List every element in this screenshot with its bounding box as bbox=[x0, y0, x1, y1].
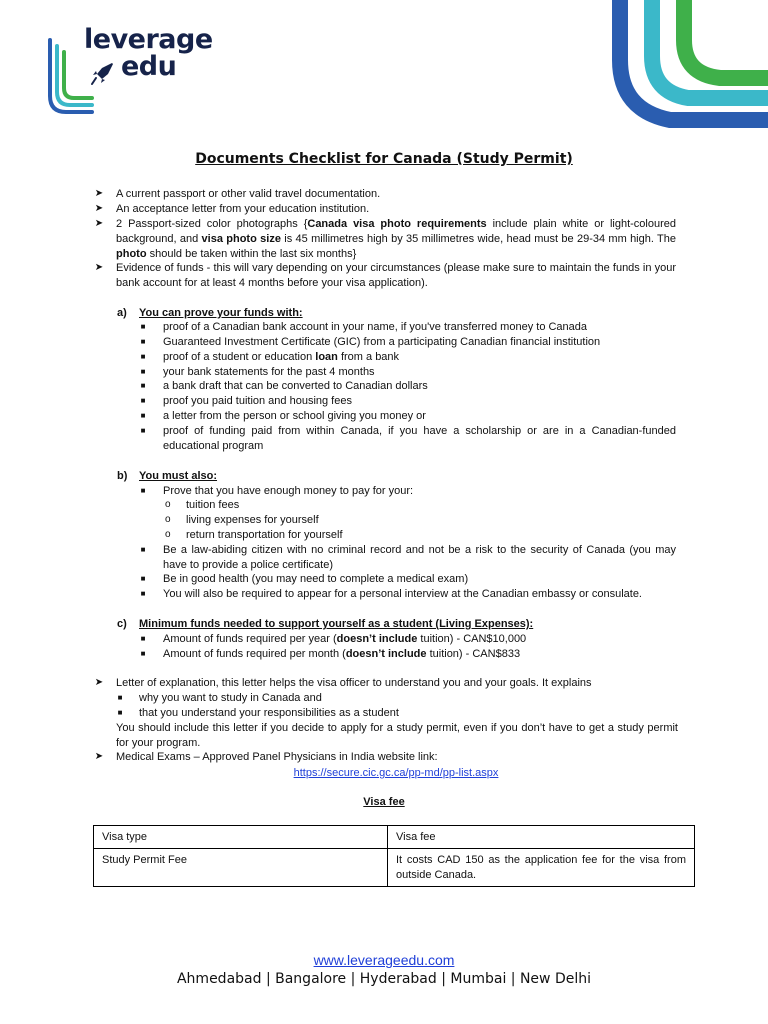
arrow-bullet-icon: ➤ bbox=[94, 218, 104, 229]
square-bullet-icon: ■ bbox=[140, 381, 146, 390]
section-a-label: a) bbox=[117, 307, 127, 319]
footer-website[interactable]: www.leverageedu.com bbox=[313, 952, 455, 968]
visa-fee-heading: Visa fee bbox=[363, 796, 405, 808]
list-item: Amount of funds required per month (doesn’t include tuition) - CAN$833 bbox=[163, 648, 521, 660]
arrow-bullet-icon: ➤ bbox=[94, 203, 104, 214]
circle-bullet-icon: o bbox=[165, 499, 171, 510]
sub-list-item: return transportation for yourself bbox=[186, 529, 343, 541]
list-item: Prove that you have enough money to pay for your: bbox=[163, 485, 414, 497]
list-item: a letter from the person or school giving you money or bbox=[163, 410, 426, 422]
section-b-heading: You must also: bbox=[139, 470, 218, 482]
logo-text-leverage: leverage bbox=[84, 24, 213, 55]
list-item: Guaranteed Investment Certificate (GIC) from a participating Canadian financial institution bbox=[163, 336, 601, 348]
list-item: Amount of funds required per year (doesn’t include tuition) - CAN$10,000 bbox=[163, 633, 527, 645]
arrow-bullet-icon: ➤ bbox=[94, 677, 104, 688]
square-bullet-icon: ■ bbox=[140, 649, 146, 658]
cell-visa-fee: It costs CAD 150 as the application fee for the visa from outside Canada. bbox=[388, 849, 695, 887]
list-item: proof of a student or education loan from a bank bbox=[163, 351, 400, 363]
section-a-heading: You can prove your funds with: bbox=[139, 307, 303, 319]
logo-text-edu: edu bbox=[121, 51, 177, 82]
checklist-item: Evidence of funds - this will vary depending on your circumstances (please make sure to maintain the funds in your bank account for at least 4 months before your visa application). bbox=[116, 262, 676, 289]
list-item: why you want to study in Canada and bbox=[139, 692, 322, 704]
medical-text: Medical Exams – Approved Panel Physicians in India website link: bbox=[116, 751, 438, 763]
square-bullet-icon: ■ bbox=[140, 545, 146, 554]
square-bullet-icon: ■ bbox=[140, 486, 146, 495]
square-bullet-icon: ■ bbox=[140, 634, 146, 643]
square-bullet-icon: ■ bbox=[140, 411, 146, 420]
checklist-item: A current passport or other valid travel documentation. bbox=[116, 188, 381, 200]
sub-list-item: tuition fees bbox=[186, 499, 240, 511]
list-item: that you understand your responsibilities as a student bbox=[139, 707, 399, 719]
square-bullet-icon: ■ bbox=[140, 396, 146, 405]
header-visa-type: Visa type bbox=[94, 826, 388, 849]
sub-list-item: living expenses for yourself bbox=[186, 514, 319, 526]
arrow-bullet-icon: ➤ bbox=[94, 751, 104, 762]
list-item: proof of a Canadian bank account in your name, if you've transferred money to Canada bbox=[163, 321, 588, 333]
arrow-bullet-icon: ➤ bbox=[94, 262, 104, 273]
medical-link[interactable]: https://secure.cic.gc.ca/pp-md/pp-list.aspx bbox=[293, 767, 499, 779]
section-c-label: c) bbox=[117, 618, 127, 630]
square-bullet-icon: ■ bbox=[140, 574, 146, 583]
footer-cities: Ahmedabad | Bangalore | Hyderabad | Mumbai | New Delhi bbox=[176, 971, 591, 987]
square-bullet-icon: ■ bbox=[140, 426, 146, 435]
footer-website-link[interactable] bbox=[0, 953, 768, 968]
rocket-icon bbox=[90, 60, 116, 86]
section-b-label: b) bbox=[117, 470, 128, 482]
circle-bullet-icon: o bbox=[165, 514, 171, 525]
list-item: You will also be required to appear for a personal interview at the Canadian embassy or consulate. bbox=[163, 588, 642, 600]
cell-visa-type: Study Permit Fee bbox=[94, 849, 388, 887]
list-item: your bank statements for the past 4 months bbox=[163, 366, 375, 378]
checklist-item: 2 Passport-sized color photographs {Canada visa photo requirements include plain white or light-coloured background, and visa photo size is 45 millimetres high by 35 millimetres wide, head must be 29-34 mm high. The photo should be taken within the last six months} bbox=[116, 218, 676, 260]
letter-note: You should include this letter if you decide to apply for a study permit, even if you don’t have to get a study permit for your program. bbox=[116, 722, 678, 749]
corner-swoosh-graphic bbox=[560, 0, 768, 150]
circle-bullet-icon: o bbox=[165, 529, 171, 540]
letter-intro: Letter of explanation, this letter helps the visa officer to understand you and your goals. It explains bbox=[116, 677, 592, 689]
list-item: Be a law-abiding citizen with no criminal record and not be a risk to the security of Canada (you may have to provide a police certificate) bbox=[163, 544, 676, 571]
table-header-row bbox=[94, 826, 695, 849]
visa-fee-table bbox=[93, 825, 695, 887]
logo bbox=[44, 24, 219, 116]
square-bullet-icon: ■ bbox=[140, 589, 146, 598]
square-bullet-icon: ■ bbox=[140, 322, 146, 331]
square-bullet-icon: ■ bbox=[117, 693, 123, 702]
document-title: Documents Checklist for Canada (Study Permit) bbox=[195, 151, 573, 167]
checklist-item: An acceptance letter from your education institution. bbox=[116, 203, 370, 215]
square-bullet-icon: ■ bbox=[140, 352, 146, 361]
list-item: proof of funding paid from within Canada, if you have a scholarship or are in a Canadian-funded educational program bbox=[163, 425, 676, 452]
header-visa-fee: Visa fee bbox=[388, 826, 695, 849]
list-item: Be in good health (you may need to complete a medical exam) bbox=[163, 573, 469, 585]
square-bullet-icon: ■ bbox=[140, 337, 146, 346]
list-item: proof you paid tuition and housing fees bbox=[163, 395, 352, 407]
table-row bbox=[94, 849, 695, 887]
section-c-heading: Minimum funds needed to support yourself as a student (Living Expenses): bbox=[139, 618, 534, 630]
square-bullet-icon: ■ bbox=[140, 367, 146, 376]
square-bullet-icon: ■ bbox=[117, 708, 123, 717]
arrow-bullet-icon: ➤ bbox=[94, 188, 104, 199]
list-item: a bank draft that can be converted to Canadian dollars bbox=[163, 380, 428, 392]
